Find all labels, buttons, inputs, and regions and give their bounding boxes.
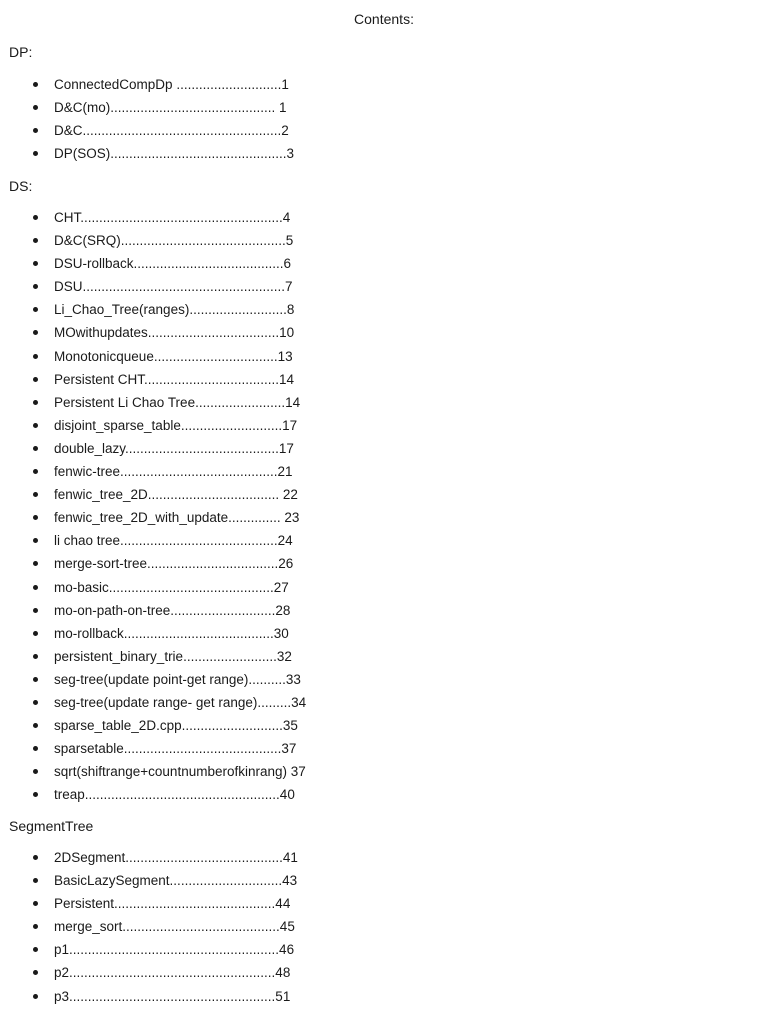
bullet-icon (33, 561, 38, 566)
toc-item[interactable] (9, 915, 298, 938)
section-heading: DP: (9, 44, 33, 60)
toc-item-text: MOwithupdates...................................10 (54, 325, 295, 341)
toc-item-text: p1........................................................46 (54, 942, 295, 958)
bullet-icon (33, 284, 38, 289)
section-dp (9, 43, 294, 165)
toc-item-text: treap....................................................40 (54, 787, 295, 803)
toc-item-text: ConnectedCompDp ............................1 (54, 77, 289, 92)
toc-item-text: mo-rollback........................................30 (54, 625, 289, 641)
toc-item-text: double_lazy.........................................17 (54, 440, 294, 456)
toc-item[interactable] (9, 645, 306, 668)
bullet-icon (33, 585, 38, 590)
toc-item-text: DP(SOS)...............................................3 (54, 146, 295, 162)
toc-item-text: Persistent...........................................44 (54, 896, 291, 912)
bullet-icon (33, 924, 38, 929)
toc-item-text: CHT......................................................4 (54, 210, 291, 225)
toc-item-text: DSU-rollback........................................6 (54, 256, 292, 272)
bullet-icon (33, 994, 38, 999)
toc-item[interactable] (9, 599, 306, 622)
toc-item-text: disjoint_sparse_table...........................17 (54, 417, 298, 433)
toc-item-text: seg-tree(update point-get range)..........33 (54, 671, 301, 687)
toc-item-text: merge_sort..........................................45 (54, 919, 295, 935)
toc-item-text: sqrt(shiftrange+countnumberofkinrang) 37 (54, 764, 306, 780)
toc-item-text: p3.......................................................51 (54, 988, 291, 1004)
toc-item[interactable] (9, 961, 298, 984)
toc-item[interactable] (9, 985, 298, 1008)
toc-item[interactable] (9, 622, 306, 645)
bullet-icon (33, 151, 38, 156)
toc-item-text: fenwic_tree_2D................................... 22 (54, 487, 298, 503)
toc-item-text: Persistent Li Chao Tree........................14 (54, 394, 301, 410)
toc-item[interactable] (9, 869, 298, 892)
bullet-icon (33, 492, 38, 497)
section-heading: SegmentTree (9, 818, 94, 834)
bullet-icon (33, 446, 38, 451)
toc-item-text: D&C.....................................................2 (54, 123, 289, 139)
toc-item[interactable] (9, 391, 306, 414)
toc-item[interactable] (9, 938, 298, 961)
toc-item[interactable] (9, 119, 294, 142)
bullet-icon (33, 469, 38, 474)
bullet-icon (33, 515, 38, 520)
toc-item[interactable] (9, 142, 294, 165)
toc-item[interactable] (9, 668, 306, 691)
toc-item-text: D&C(mo)............................................ 1 (54, 100, 287, 116)
toc-item-text: seg-tree(update range- get range).........34 (54, 694, 307, 710)
bullet-icon (33, 261, 38, 266)
toc-item-text: 2DSegment..........................................41 (54, 850, 298, 865)
toc-item[interactable] (9, 691, 306, 714)
toc-item[interactable] (9, 321, 306, 344)
section-heading: DS: (9, 178, 33, 194)
toc-item-text: li chao tree..........................................24 (54, 533, 293, 549)
toc-item[interactable] (9, 73, 294, 96)
toc-item-text: BasicLazySegment..............................43 (54, 873, 298, 889)
toc-item-text: fenwic-tree..........................................21 (54, 464, 293, 480)
bullet-icon (33, 769, 38, 774)
bullet-icon (33, 746, 38, 751)
contents-title: Contents: (354, 11, 414, 27)
toc-item-text: mo-basic............................................27 (54, 579, 289, 595)
bullet-icon (33, 538, 38, 543)
toc-item-text: persistent_binary_trie.........................32 (54, 648, 292, 664)
bullet-icon (33, 330, 38, 335)
toc-item[interactable] (9, 252, 306, 275)
toc-item[interactable] (9, 437, 306, 460)
toc-item-text: sparsetable..........................................37 (54, 741, 297, 757)
bullet-icon (33, 723, 38, 728)
toc-item-text: merge-sort-tree...................................26 (54, 556, 294, 572)
bullet-icon (33, 855, 38, 860)
toc-item[interactable] (9, 96, 294, 119)
bullet-icon (33, 677, 38, 682)
toc-item-text: mo-on-path-on-tree............................28 (54, 602, 291, 618)
toc-item[interactable] (9, 275, 306, 298)
bullet-icon (33, 608, 38, 613)
bullet-icon (33, 400, 38, 405)
toc-item[interactable] (9, 368, 306, 391)
bullet-icon (33, 354, 38, 359)
toc-item[interactable] (9, 345, 306, 368)
toc-item[interactable] (9, 737, 306, 760)
bullet-icon (33, 700, 38, 705)
toc-item-text: D&C(SRQ)............................................5 (54, 233, 294, 249)
toc-item-text: sparse_table_2D.cpp...........................35 (54, 718, 298, 734)
bullet-icon (33, 631, 38, 636)
toc-item[interactable] (9, 760, 306, 783)
toc-item-text: Persistent CHT....................................14 (54, 371, 295, 387)
bullet-icon (33, 901, 38, 906)
bullet-icon (33, 82, 38, 87)
toc-item-text: fenwic_tree_2D_with_update.............. 23 (54, 510, 300, 526)
bullet-icon (33, 238, 38, 243)
bullet-icon (33, 423, 38, 428)
toc-item[interactable] (9, 298, 306, 321)
toc-item-text: Li_Chao_Tree(ranges)..........................8 (54, 302, 295, 318)
bullet-icon (33, 792, 38, 797)
bullet-icon (33, 307, 38, 312)
toc-item[interactable] (9, 206, 306, 229)
bullet-icon (33, 970, 38, 975)
toc-item-text: p2.......................................................48 (54, 965, 291, 981)
bullet-icon (33, 377, 38, 382)
bullet-icon (33, 878, 38, 883)
toc-item[interactable] (9, 783, 306, 806)
bullet-icon (33, 947, 38, 952)
bullet-icon (33, 215, 38, 220)
toc-item-text: DSU......................................................7 (54, 279, 293, 295)
bullet-icon (33, 654, 38, 659)
section-ds (9, 177, 306, 806)
bullet-icon (33, 128, 38, 133)
toc-item[interactable] (9, 529, 306, 552)
toc-list (9, 73, 294, 165)
toc-item[interactable] (9, 229, 306, 252)
toc-item[interactable] (9, 483, 306, 506)
toc-item[interactable] (9, 460, 306, 483)
toc-item[interactable] (9, 506, 306, 529)
toc-item-text: Monotonicqueue.................................13 (54, 348, 293, 364)
section-segmenttree (9, 817, 298, 1008)
toc-item[interactable] (9, 892, 298, 915)
toc-item[interactable] (9, 714, 306, 737)
toc-item[interactable] (9, 552, 306, 575)
toc-item[interactable] (9, 576, 306, 599)
toc-list (9, 846, 298, 1008)
toc-item[interactable] (9, 846, 298, 869)
toc-item[interactable] (9, 414, 306, 437)
toc-list (9, 206, 306, 806)
bullet-icon (33, 105, 38, 110)
